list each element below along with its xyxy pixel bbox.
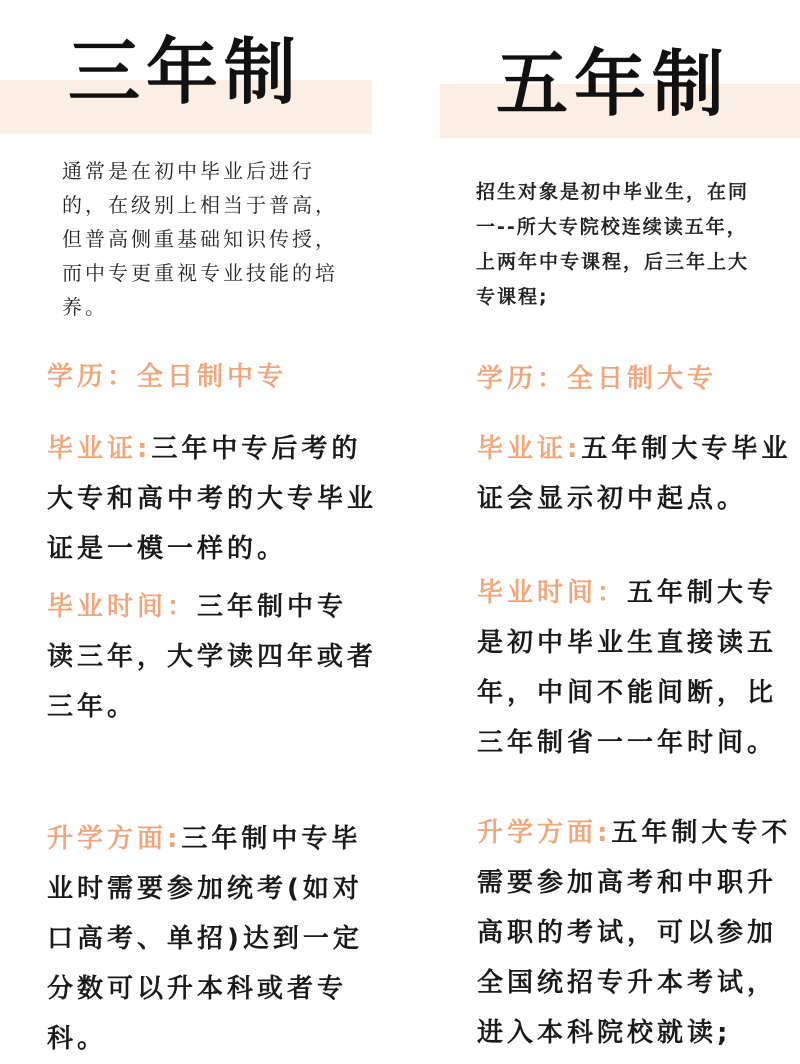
certificate-label: 毕业证:: [47, 434, 152, 464]
certificate-label: 毕业证:: [477, 434, 582, 464]
certificate-text: 三年中专后考的大专和高中考的大专毕业证是一模一样的。: [47, 434, 378, 564]
advancement-label: 升学方面:: [477, 818, 612, 848]
education-label: 学历：全日制中专: [47, 362, 288, 392]
five-year-certificate: [477, 424, 795, 524]
advancement-label: 升学方面:: [47, 824, 182, 854]
duration-text: 五年制大专是初中毕业生直接读五年，中间不能间断，比三年制省一一年时间。: [477, 578, 778, 758]
education-label: 学历：全日制大专: [477, 364, 718, 394]
advancement-text: 五年制大专不需要参加高考和中职升高职的考试，可以参加全国统招专升本考试，进入本科院校就读;: [477, 818, 792, 1048]
certificate-text: 五年制大专毕业证会显示初中起点。: [477, 434, 792, 514]
three-year-title: 三年制: [68, 30, 303, 114]
duration-label: 毕业时间：: [47, 592, 198, 622]
three-year-education: [47, 352, 377, 402]
five-year-title: 五年制: [496, 42, 731, 126]
advancement-text: 三年制中专毕业时需要参加统考(如对口高考、单招)达到一定分数可以升本科或者专科。: [47, 824, 363, 1054]
three-year-advancement: [47, 814, 377, 1064]
five-year-education: [477, 354, 795, 404]
duration-text: 三年制中专读三年，大学读四年或者三年。: [47, 592, 378, 722]
three-year-column: [0, 0, 400, 1063]
duration-label: 毕业时间：: [477, 578, 628, 608]
five-year-column: [400, 0, 800, 1063]
three-year-duration: [47, 582, 377, 732]
five-year-intro: 招生对象是初中毕业生，在同一--所大专院校连续读五年，上两年中专课程，后三年上大专课程;: [476, 181, 750, 308]
three-year-certificate: [47, 424, 377, 574]
five-year-duration: [477, 568, 795, 768]
three-year-intro: 通常是在初中毕业后进行的，在级别上相当于普高，但普高侧重基础知识传授，而中专更重视专业技能的培养。: [62, 159, 338, 319]
five-year-advancement: [477, 808, 795, 1058]
